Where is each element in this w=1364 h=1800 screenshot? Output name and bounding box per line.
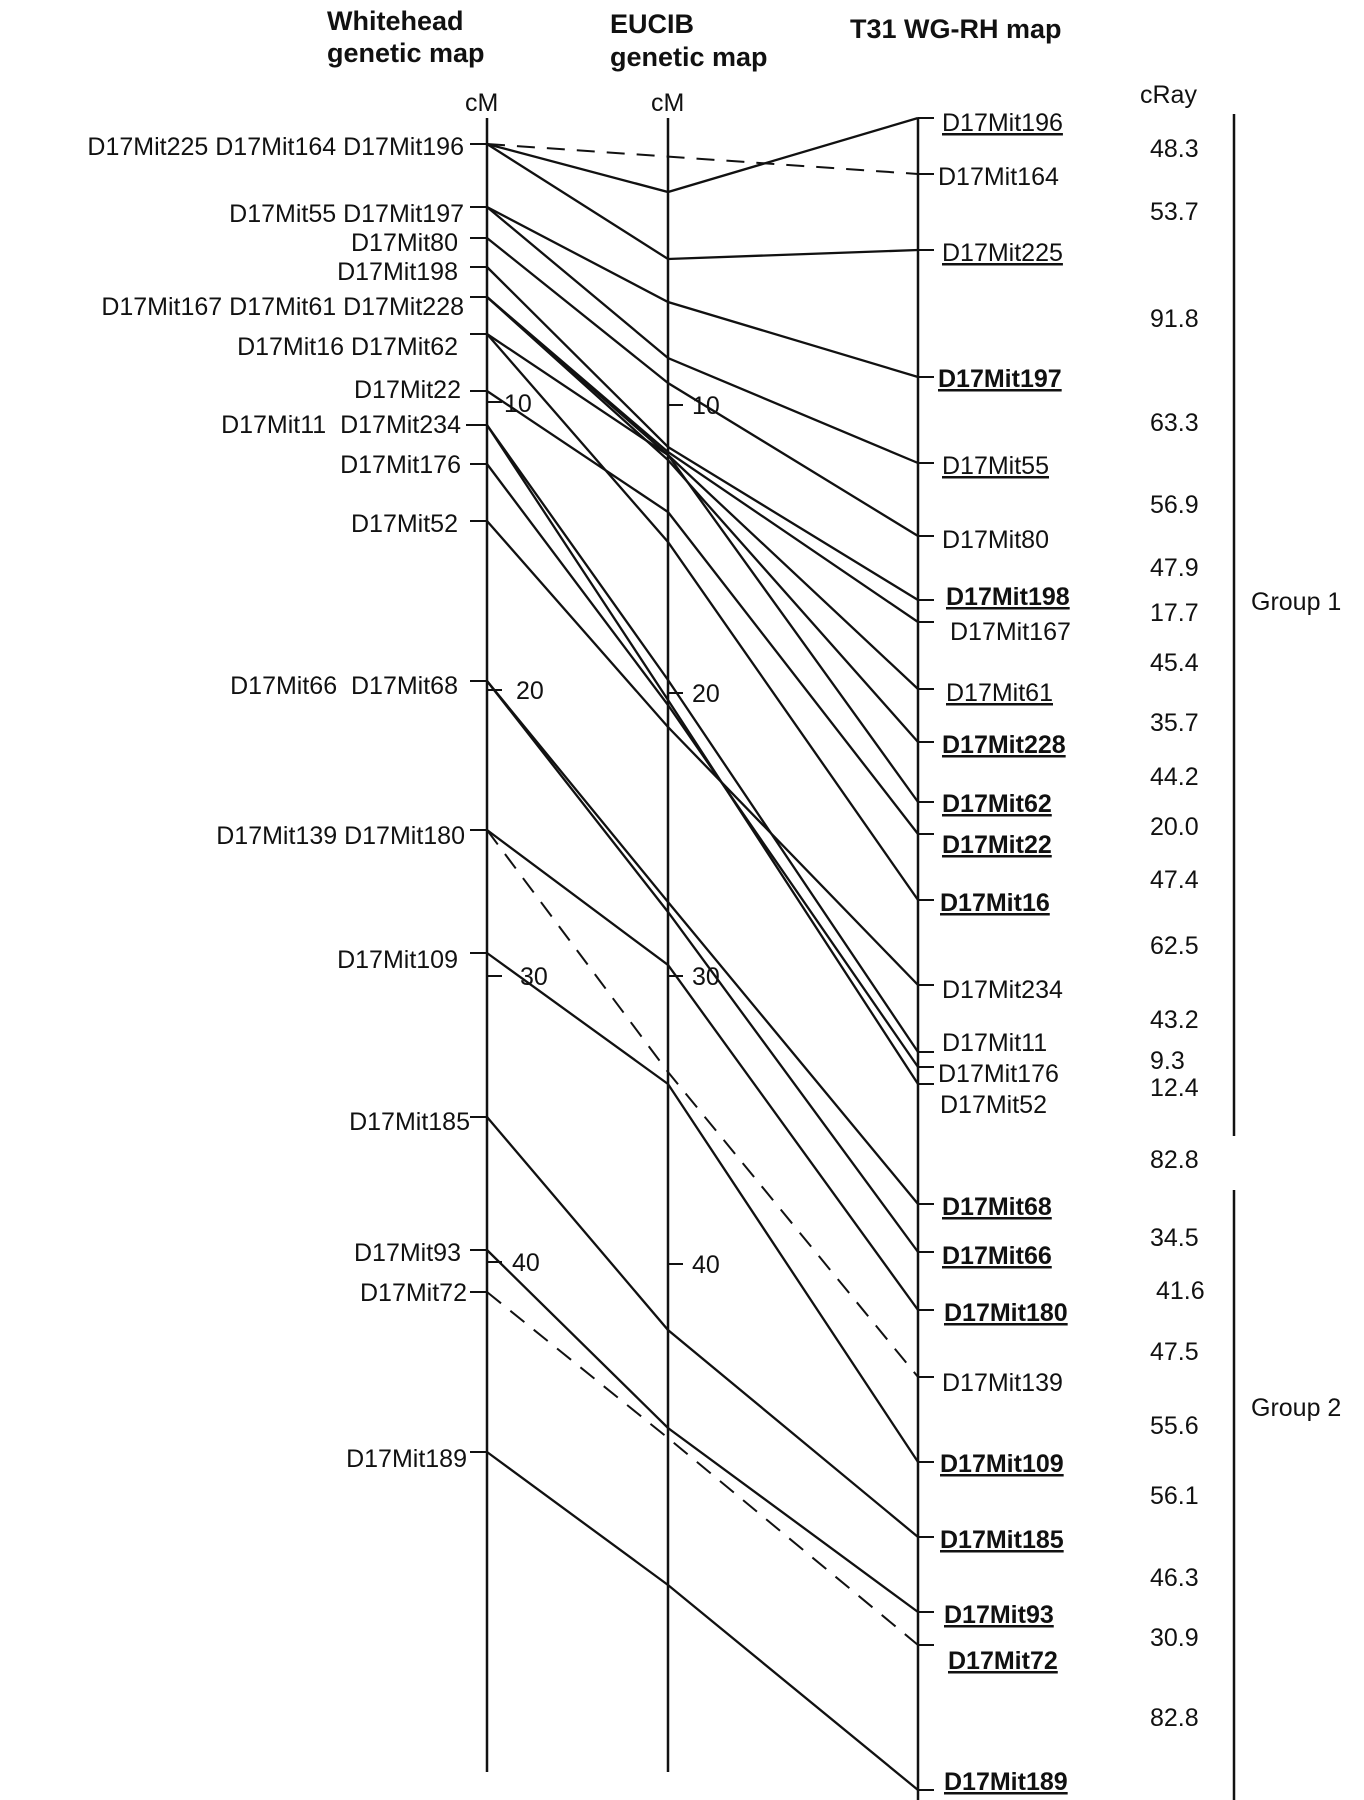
svg-text:D17Mit55 D17Mit197: D17Mit55 D17Mit197: [229, 200, 464, 228]
svg-text:82.8: 82.8: [1150, 1704, 1199, 1732]
t31-marker-labels: [938, 109, 1071, 1796]
svg-text:D17Mit164: D17Mit164: [938, 163, 1059, 191]
svg-text:EUCIB: EUCIB: [610, 9, 695, 39]
svg-text:D17Mit167: D17Mit167: [950, 618, 1071, 646]
svg-text:D17Mit16: D17Mit16: [940, 889, 1050, 917]
svg-text:56.9: 56.9: [1150, 491, 1199, 519]
svg-text:D17Mit52: D17Mit52: [351, 510, 458, 538]
svg-text:D17Mit11 D17Mit234: D17Mit11 D17Mit234: [221, 411, 461, 439]
svg-text:47.4: 47.4: [1150, 866, 1199, 894]
svg-text:D17Mit80: D17Mit80: [942, 526, 1049, 554]
svg-text:D17Mit228: D17Mit228: [942, 731, 1066, 759]
cray-distances: [1150, 135, 1205, 1732]
svg-text:D17Mit167 D17Mit61 D17Mit228: D17Mit167 D17Mit61 D17Mit228: [101, 293, 464, 321]
svg-text:20.0: 20.0: [1150, 813, 1199, 841]
svg-text:62.5: 62.5: [1150, 932, 1199, 960]
svg-text:D17Mit11: D17Mit11: [942, 1029, 1048, 1057]
svg-text:genetic map: genetic map: [327, 38, 485, 68]
group-2-label: Group 2: [1251, 1394, 1342, 1422]
svg-text:82.8: 82.8: [1150, 1146, 1199, 1174]
svg-text:40: 40: [512, 1249, 540, 1277]
svg-text:D17Mit197: D17Mit197: [938, 365, 1062, 393]
svg-text:D17Mit109: D17Mit109: [940, 1450, 1064, 1478]
svg-text:34.5: 34.5: [1150, 1224, 1199, 1252]
svg-text:D17Mit93: D17Mit93: [354, 1239, 461, 1267]
marker-connections: [487, 118, 918, 1790]
svg-text:45.4: 45.4: [1150, 649, 1199, 677]
svg-text:30: 30: [692, 963, 720, 991]
whitehead-marker-ticks: [466, 144, 487, 1452]
svg-text:D17Mit185: D17Mit185: [349, 1108, 470, 1136]
svg-text:17.7: 17.7: [1150, 599, 1199, 627]
svg-text:D17Mit68: D17Mit68: [942, 1193, 1052, 1221]
svg-text:D17Mit225: D17Mit225: [942, 239, 1063, 267]
svg-text:D17Mit93: D17Mit93: [944, 1601, 1054, 1629]
t31-header: T31 WG-RH map: [850, 14, 1062, 44]
svg-text:D17Mit16 D17Mit62: D17Mit16 D17Mit62: [237, 333, 458, 361]
svg-text:D17Mit22: D17Mit22: [942, 831, 1052, 859]
svg-text:30: 30: [520, 963, 548, 991]
svg-text:30.9: 30.9: [1150, 1624, 1199, 1652]
whitehead-scale-ticks: [487, 390, 548, 1277]
svg-text:D17Mit61: D17Mit61: [946, 679, 1053, 707]
t31-unit: cRay: [1140, 81, 1197, 109]
svg-text:D17Mit198: D17Mit198: [337, 258, 458, 286]
svg-text:D17Mit55: D17Mit55: [942, 452, 1049, 480]
svg-text:20: 20: [516, 677, 544, 705]
svg-text:41.6: 41.6: [1156, 1277, 1205, 1305]
t31-marker-ticks: [918, 118, 934, 1790]
svg-text:D17Mit198: D17Mit198: [946, 583, 1070, 611]
svg-text:44.2: 44.2: [1150, 763, 1199, 791]
svg-text:43.2: 43.2: [1150, 1006, 1199, 1034]
svg-text:D17Mit139 D17Mit180: D17Mit139 D17Mit180: [216, 822, 465, 850]
svg-text:D17Mit72: D17Mit72: [360, 1279, 467, 1307]
svg-text:35.7: 35.7: [1150, 709, 1199, 737]
svg-text:D17Mit234: D17Mit234: [942, 976, 1063, 1004]
eucib-unit: cM: [651, 89, 685, 117]
svg-text:48.3: 48.3: [1150, 135, 1199, 163]
whitehead-unit: cM: [465, 89, 499, 117]
svg-text:12.4: 12.4: [1150, 1074, 1199, 1102]
group-1-label: Group 1: [1251, 588, 1342, 616]
svg-text:D17Mit139: D17Mit139: [942, 1369, 1063, 1397]
svg-text:D17Mit80: D17Mit80: [351, 229, 458, 257]
whitehead-marker-labels: [87, 133, 470, 1473]
svg-text:40: 40: [692, 1251, 720, 1279]
svg-text:Whitehead: Whitehead: [327, 6, 464, 36]
svg-text:D17Mit52: D17Mit52: [940, 1091, 1047, 1119]
svg-text:D17Mit176: D17Mit176: [340, 451, 461, 479]
svg-text:10: 10: [504, 390, 532, 418]
svg-text:91.8: 91.8: [1150, 305, 1199, 333]
svg-text:47.9: 47.9: [1150, 554, 1199, 582]
svg-text:D17Mit225 D17Mit164 D17Mit196: D17Mit225 D17Mit164 D17Mit196: [87, 133, 464, 161]
svg-text:genetic map: genetic map: [610, 42, 768, 72]
whitehead-header: [327, 6, 485, 68]
svg-text:D17Mit109: D17Mit109: [337, 946, 458, 974]
eucib-scale-ticks: [668, 392, 720, 1279]
svg-text:D17Mit196: D17Mit196: [942, 109, 1063, 137]
svg-text:D17Mit22: D17Mit22: [354, 376, 461, 404]
svg-text:D17Mit66 D17Mit68: D17Mit66 D17Mit68: [230, 672, 458, 700]
svg-text:20: 20: [692, 680, 720, 708]
svg-text:D17Mit66: D17Mit66: [942, 1242, 1052, 1270]
svg-text:56.1: 56.1: [1150, 1482, 1199, 1510]
svg-text:10: 10: [692, 392, 720, 420]
svg-text:47.5: 47.5: [1150, 1338, 1199, 1366]
svg-text:D17Mit185: D17Mit185: [940, 1526, 1064, 1554]
svg-text:55.6: 55.6: [1150, 1412, 1199, 1440]
svg-text:D17Mit189: D17Mit189: [346, 1445, 467, 1473]
dashed-connections: [487, 144, 918, 1645]
svg-text:D17Mit180: D17Mit180: [944, 1299, 1068, 1327]
svg-text:D17Mit189: D17Mit189: [944, 1768, 1068, 1796]
svg-text:53.7: 53.7: [1150, 198, 1199, 226]
eucib-header: [610, 9, 768, 72]
svg-text:D17Mit72: D17Mit72: [948, 1647, 1058, 1675]
svg-text:63.3: 63.3: [1150, 409, 1199, 437]
svg-text:D17Mit62: D17Mit62: [942, 790, 1052, 818]
svg-text:D17Mit176: D17Mit176: [938, 1060, 1059, 1088]
svg-text:9.3: 9.3: [1150, 1047, 1185, 1075]
svg-text:46.3: 46.3: [1150, 1564, 1199, 1592]
